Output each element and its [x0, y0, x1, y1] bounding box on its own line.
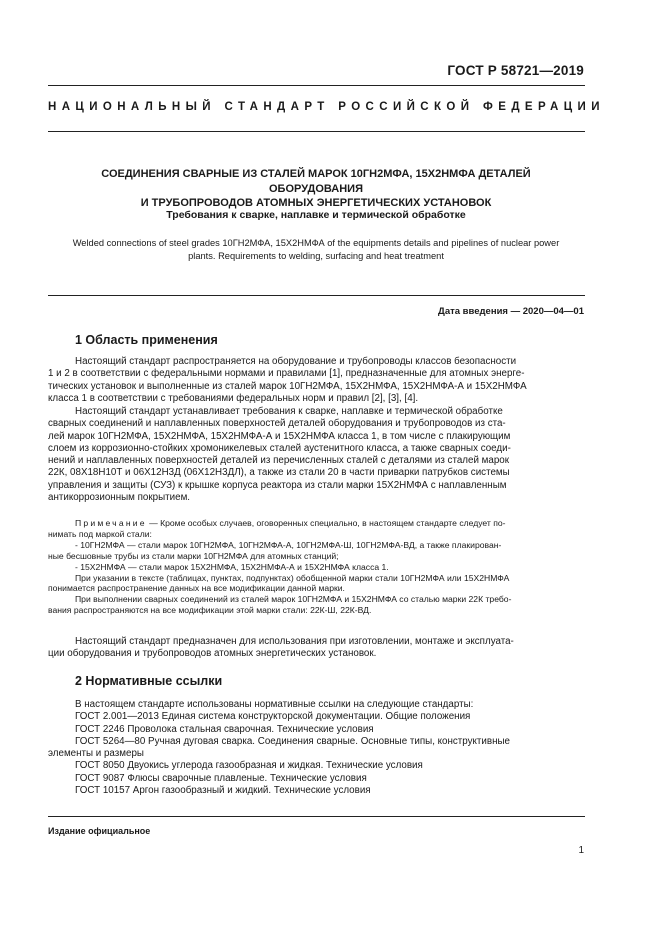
- text-line: тических установок и выполненные из сталей марок 10ГН2МФА, 15Х2НМФА, 15Х2НМФА-А и 15Х2НМФА: [48, 380, 527, 392]
- note-block: [48, 518, 585, 616]
- introduction-date: Дата введения — 2020—04—01: [438, 306, 584, 317]
- text-line: нимать под маркой стали:: [48, 528, 152, 539]
- paragraph: [48, 406, 585, 504]
- reference-item: элементы и размеры: [48, 748, 144, 760]
- paragraph: [48, 636, 585, 661]
- text-line: Настоящий стандарт предназначен для использования при изготовлении, монтаже и эксплуата-: [75, 636, 514, 647]
- reference-item: ГОСТ 5264—80 Ручная дуговая сварка. Соединения сварные. Основные типы, конструктивные: [75, 735, 510, 747]
- text-line: При выполнении сварных соединений из сталей марок 10ГН2МФА и 15Х2НМФА со сталью марки 22К требо-: [75, 594, 512, 605]
- header-rule-bottom: [48, 131, 585, 132]
- text-line: В настоящем стандарте использованы нормативные ссылки на следующие стандарты:: [75, 699, 474, 710]
- text-line: класса 1 в соответствии с требованиями федеральных норм и правил [2], [3], [4].: [48, 392, 419, 404]
- text-line: лей марок 10ГН2МФА, 15Х2НМФА, 15Х2НМФА-А и 15Х2НМФА класса 1, в том числе с плакирующим: [48, 430, 511, 442]
- text-line: антикоррозионным покрытием.: [48, 492, 191, 504]
- english-title-line: Welded connections of steel grades 10ГН2МФА, 15Х2НМФА of the equipments details and pipelines of nuclear power: [72, 238, 560, 248]
- text-line: сварных соединений и наплавленных поверхностей деталей оборудования и трубопроводов из ста-: [48, 418, 506, 430]
- reference-item: ГОСТ 2.001—2013 Единая система конструкторской документации. Общие положения: [75, 711, 471, 723]
- title-rule: [48, 295, 585, 296]
- text-line: управления и защиты (СУЗ) к крышке корпуса реактора из стали марки 15Х2НМФА с наплавленным: [48, 479, 507, 491]
- text-line: Настоящий стандарт устанавливает требования к сварке, наплавке и термической обработке: [75, 406, 503, 417]
- footer-rule: [48, 816, 585, 817]
- reference-item: ГОСТ 10157 Аргон газообразный и жидкий. Технические условия: [75, 785, 371, 797]
- national-standard-heading: НАЦИОНАЛЬНЫЙ СТАНДАРТ РОССИЙСКОЙ ФЕДЕРАЦИИ: [48, 101, 605, 113]
- title-line: И ТРУБОПРОВОДОВ АТОМНЫХ ЭНЕРГЕТИЧЕСКИХ УСТАНОВОК: [140, 197, 492, 209]
- document-title: [60, 167, 572, 211]
- section-heading: 1 Область применения: [75, 333, 218, 347]
- document-subtitle: Требования к сварке, наплавке и термической обработке: [166, 209, 466, 221]
- text-line: слоем из коррозионно-стойких хромоникелевых сталей аустенитного класса, а также сварных соеди-: [48, 442, 511, 454]
- document-number: ГОСТ Р 58721—2019: [447, 63, 584, 78]
- english-title-line: plants. Requirements to welding, surfacing and heat treatment: [188, 251, 444, 261]
- text-line: ции оборудования и трубопроводов атомных энергетических установок.: [48, 648, 377, 660]
- text-line: - 15Х2НМФА — стали марок 15Х2НМФА, 15Х2НМФА-А и 15Х2НМФА класса 1.: [75, 561, 389, 572]
- references-list: [48, 699, 585, 797]
- text-line: вания распространяются на все модификации этой марки стали: 22К-Ш, 22К-ВД.: [48, 605, 372, 616]
- paragraph: [48, 356, 585, 405]
- english-title: [70, 237, 562, 263]
- text-line: 22К, 08Х18Н10Т и 06Х12Н3Д (06Х12Н3ДЛ), а также из стали 20 в части приварки патрубков системы: [48, 467, 510, 479]
- reference-item: ГОСТ 2246 Проволока стальная сварочная. Технические условия: [75, 723, 374, 735]
- text-line: нений и наплавленных поверхностей деталей из перечисленных сталей с деталями из сталей марок: [48, 455, 510, 467]
- edition-label: Издание официальное: [48, 826, 151, 836]
- text-line: [48, 518, 585, 529]
- text-line: понимается распространение данных на все модификации данной марки.: [48, 583, 345, 594]
- reference-item: ГОСТ 9087 Флюсы сварочные плавленые. Технические условия: [75, 772, 367, 784]
- page-number: 1: [578, 845, 584, 856]
- reference-item: ГОСТ 8050 Двуокись углерода газообразная и жидкая. Технические условия: [75, 760, 423, 772]
- text-line: - 10ГН2МФА — стали марок 10ГН2МФА, 10ГН2МФА-А, 10ГН2МФА-Ш, 10ГН2МФА-ВД, а также плакирован-: [75, 539, 502, 550]
- text-line: Настоящий стандарт распространяется на оборудование и трубопроводы классов безопасности: [75, 356, 517, 367]
- text-line: При указании в тексте (таблицах, пунктах, подпунктах) обобщенной марки стали 10ГН2МФА или 15Х2НМФА: [75, 572, 510, 583]
- header-rule: [48, 85, 585, 86]
- text-line: 1 и 2 в соответствии с федеральными нормами и правилами [1], предназначенные для атомных энерге-: [48, 368, 525, 380]
- text-line: ные бесшовные трубы из стали марки 10ГН2МФА для атомных станций;: [48, 550, 339, 561]
- title-line: СОЕДИНЕНИЯ СВАРНЫЕ ИЗ СТАЛЕЙ МАРОК 10ГН2МФА, 15Х2НМФА ДЕТАЛЕЙ ОБОРУДОВАНИЯ: [101, 168, 531, 195]
- section-heading: 2 Нормативные ссылки: [75, 674, 223, 688]
- note-label: Примечание: [75, 518, 147, 528]
- note-text: — Кроме особых случаев, оговоренных специально, в настоящем стандарте следует по-: [146, 518, 506, 528]
